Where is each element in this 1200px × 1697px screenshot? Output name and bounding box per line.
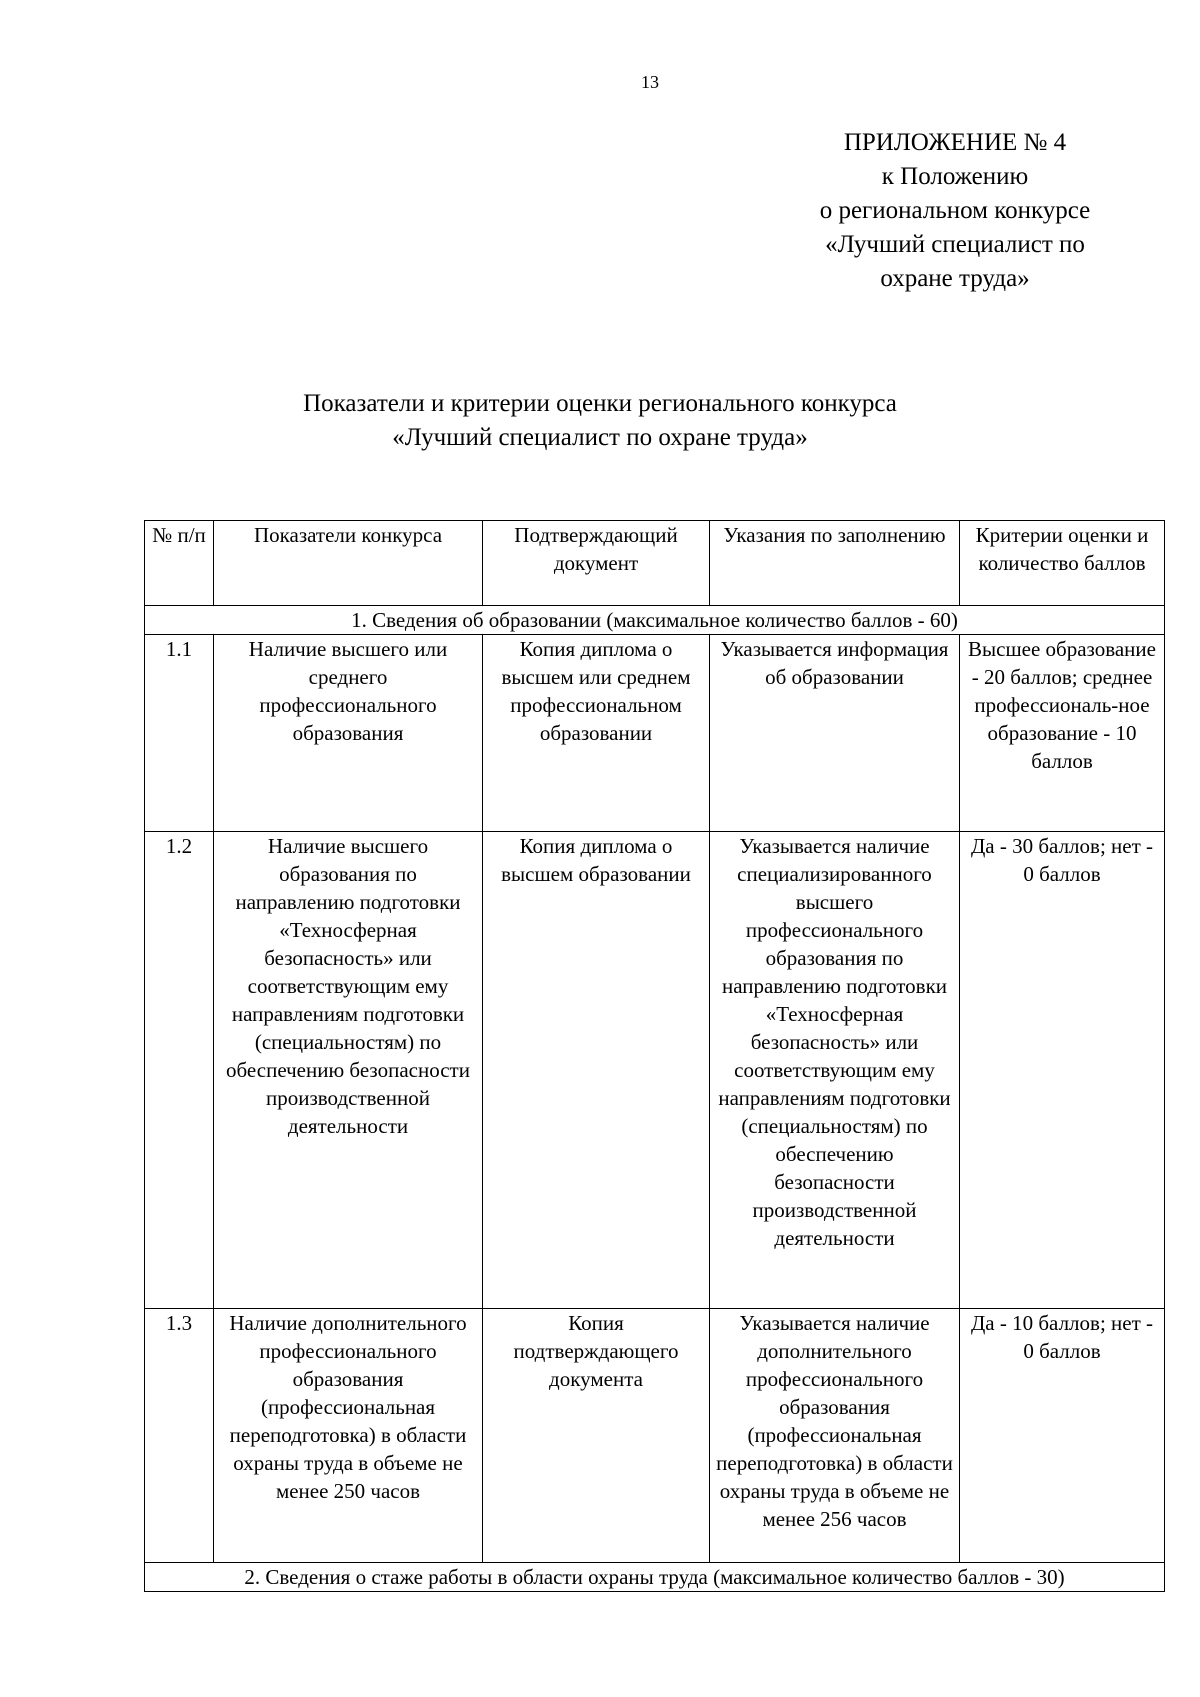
section-heading: 1. Сведения об образовании (максимальное количество баллов - 60) — [145, 606, 1165, 635]
row-document: Копия диплома о высшем или среднем профессиональном образовании — [483, 635, 710, 832]
appendix-ref-line: о региональном конкурсе — [819, 197, 1091, 224]
row-criteria: Да - 30 баллов; нет - 0 баллов — [960, 832, 1165, 1309]
appendix-ref-line: «Лучший специалист по — [825, 231, 1085, 258]
appendix-header — [800, 126, 1110, 296]
row-document: Копия подтверждающего документа — [483, 1309, 710, 1563]
table-row — [145, 635, 1165, 832]
row-num: 1.2 — [145, 832, 214, 1309]
row-document: Копия диплома о высшем образовании — [483, 832, 710, 1309]
row-num: 1.3 — [145, 1309, 214, 1563]
table-header-row — [145, 521, 1165, 606]
table-row — [145, 1309, 1165, 1563]
page-number: 13 — [641, 72, 659, 92]
document-title — [180, 387, 1020, 455]
section-row — [145, 1563, 1165, 1592]
header-document: Подтверждающий документ — [483, 521, 710, 606]
row-criteria: Да - 10 баллов; нет - 0 баллов — [960, 1309, 1165, 1563]
row-instructions: Указывается информация об образовании — [710, 635, 960, 832]
row-num: 1.1 — [145, 635, 214, 832]
document-title-line: Показатели и критерии оценки регионального конкурса — [303, 390, 897, 417]
row-instructions: Указывается наличие специализированного высшего профессионального образования по направлению подготовки «Техносферная безопасность» или соответствующим ему направлениям подготовки (специальностям) по обеспечению безопасности производственной деятельности — [710, 832, 960, 1309]
appendix-number: ПРИЛОЖЕНИЕ № 4 — [843, 129, 1067, 156]
section-heading: 2. Сведения о стаже работы в области охраны труда (максимальное количество баллов - 30) — [145, 1563, 1165, 1592]
appendix-ref-line: охране труда» — [880, 265, 1030, 292]
header-instructions: Указания по заполнению — [710, 521, 960, 606]
row-indicator: Наличие дополнительного профессионального образования (профессиональная переподготовка) в области охраны труда в объеме не менее 250 часов — [214, 1309, 483, 1563]
criteria-table — [144, 520, 1165, 1592]
section-row — [145, 606, 1165, 635]
row-criteria: Высшее образование - 20 баллов; среднее профессиональ-ное образование - 10 баллов — [960, 635, 1165, 832]
appendix-ref-line: к Положению — [881, 163, 1029, 190]
document-title-line: «Лучший специалист по охране труда» — [392, 424, 808, 451]
row-instructions: Указывается наличие дополнительного профессионального образования (профессиональная переподготовка) в области охраны труда в объеме не менее 256 часов — [710, 1309, 960, 1563]
row-indicator: Наличие высшего образования по направлению подготовки «Техносферная безопасность» или соответствующим ему направлениям подготовки (специальностям) по обеспечению безопасности производственной деятельности — [214, 832, 483, 1309]
header-num: № п/п — [145, 521, 214, 606]
row-indicator: Наличие высшего или среднего профессионального образования — [214, 635, 483, 832]
header-criteria: Критерии оценки и количество баллов — [960, 521, 1165, 606]
header-indicator: Показатели конкурса — [214, 521, 483, 606]
table-row — [145, 832, 1165, 1309]
